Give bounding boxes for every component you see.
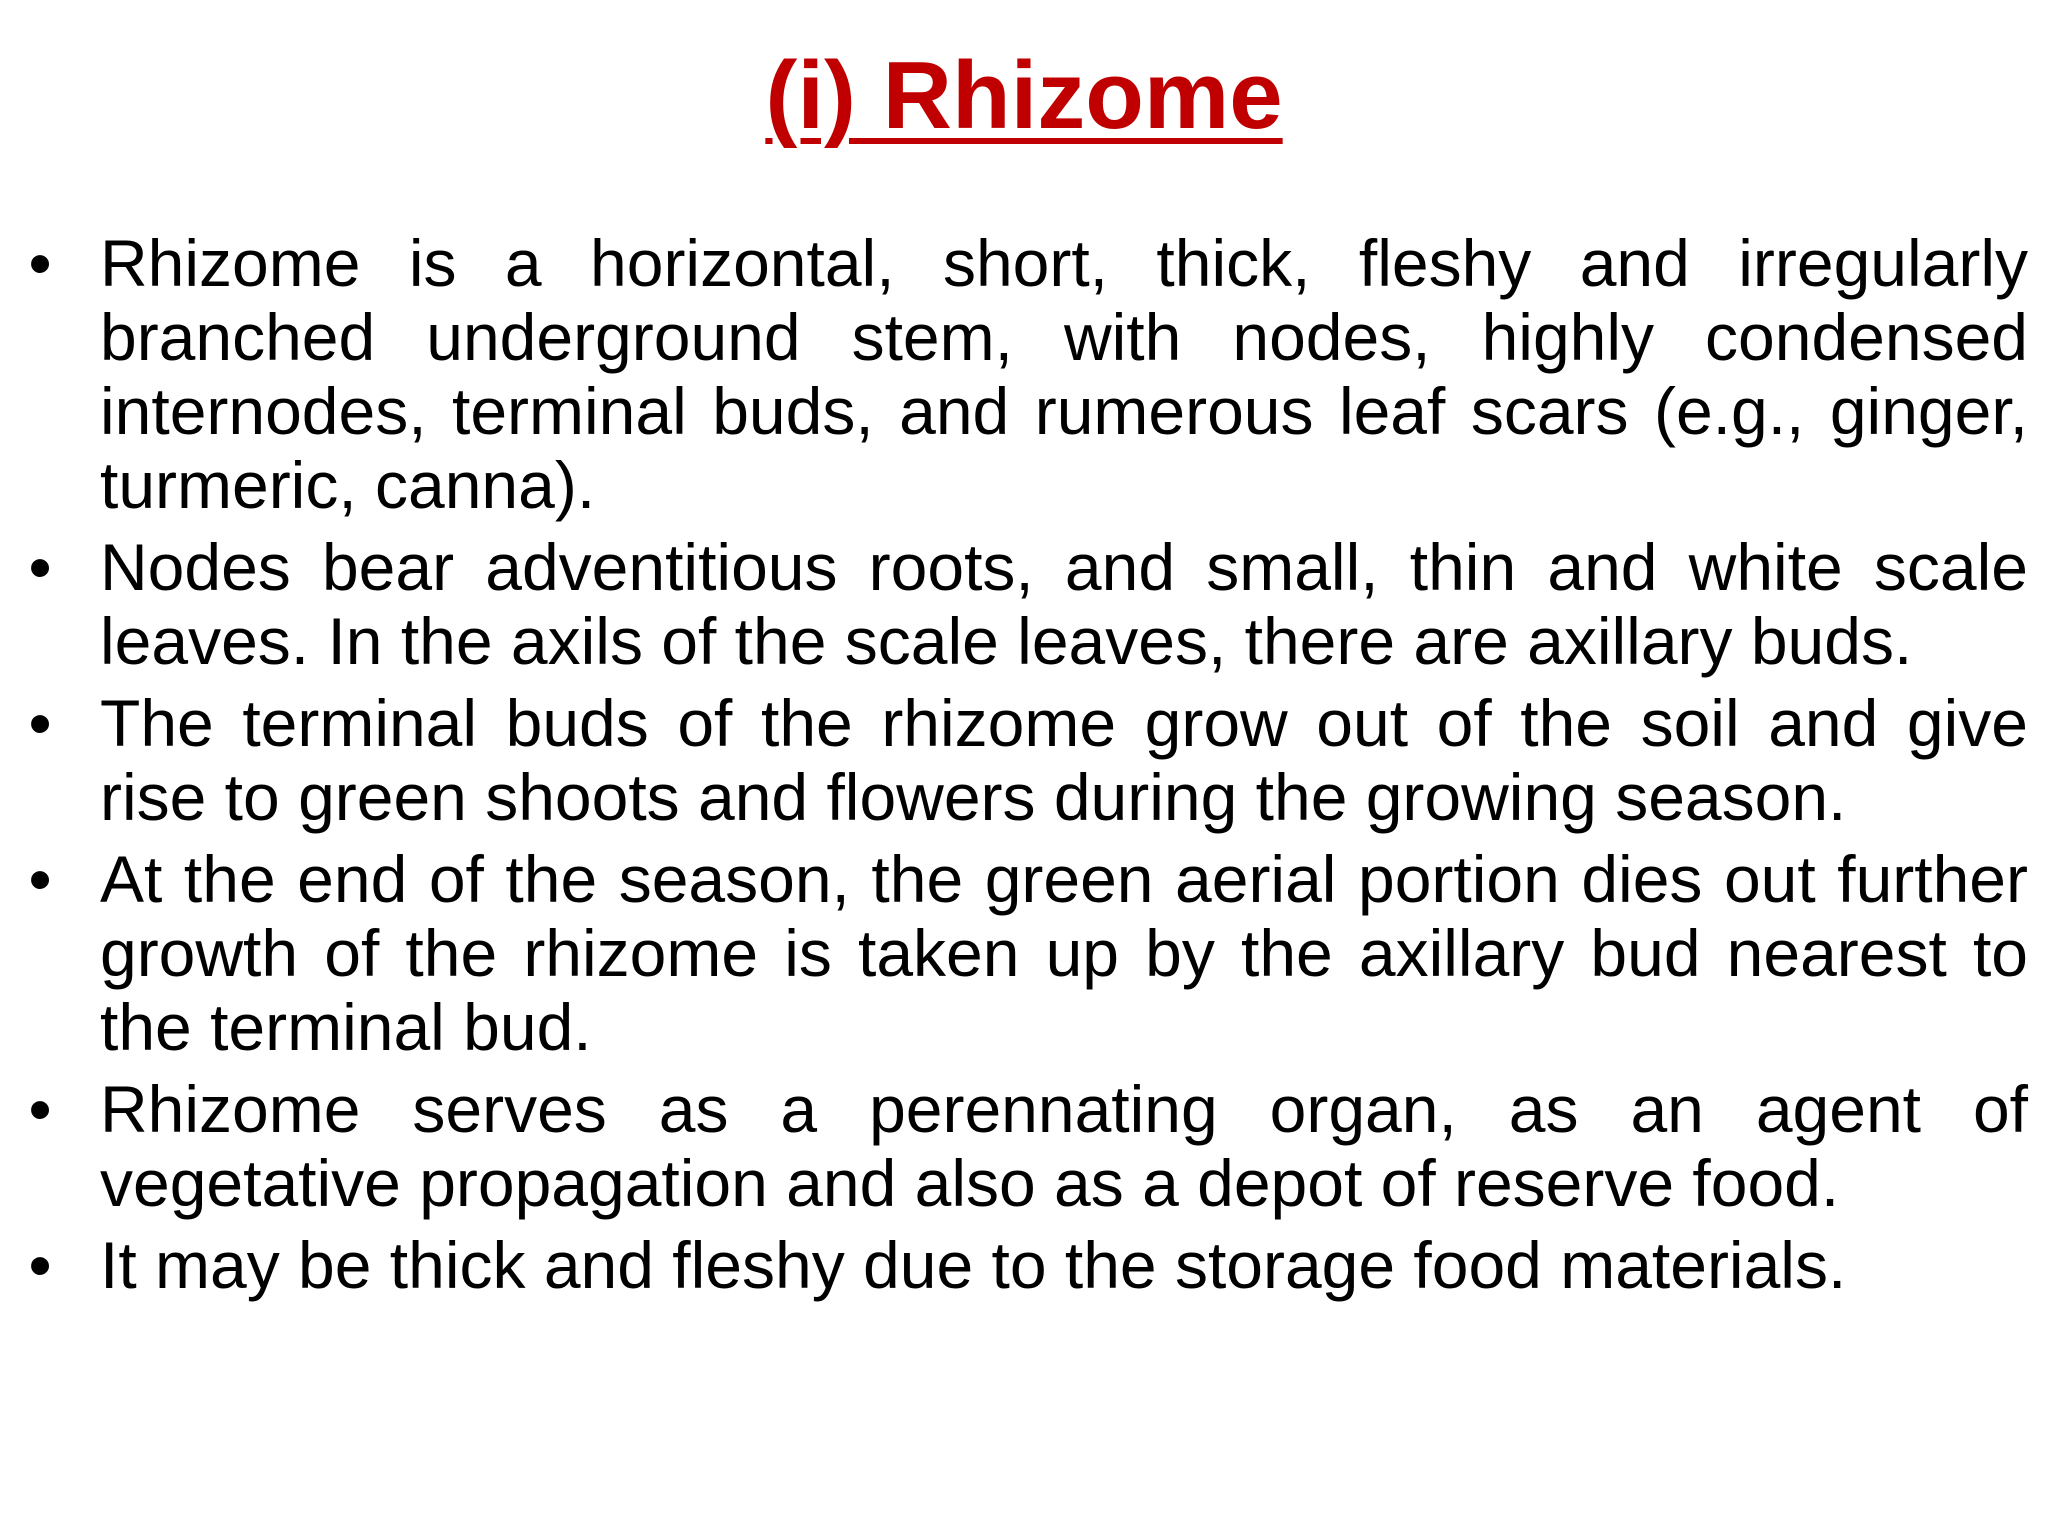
bullet-list — [20, 226, 2028, 1310]
bullet-icon: • — [28, 686, 52, 760]
bullet-text: Rhizome serves as a perennating organ, as an agent of vegetative propagation and also as a depot of reserve food. — [100, 1072, 2028, 1220]
bullet-text: Nodes bear adventitious roots, and small, thin and white scale leaves. In the axils of the scale leaves, there are axillary buds. — [100, 530, 2028, 678]
bullet-icon: • — [28, 226, 52, 300]
bullet-text: It may be thick and fleshy due to the storage food materials. — [100, 1228, 1847, 1302]
slide-title: (i) Rhizome — [765, 42, 1283, 149]
bullet-item-5 — [20, 1072, 2028, 1220]
bullet-icon: • — [28, 842, 52, 916]
bullet-item-1 — [20, 226, 2028, 522]
bullet-icon: • — [28, 1228, 52, 1302]
bullet-text: Rhizome is a horizontal, short, thick, fleshy and irregularly branched underground stem, with nodes, highly condensed internodes, terminal buds, and rumerous leaf scars (e.g., ginger, turmeric, canna). — [100, 226, 2028, 522]
bullet-item-4 — [20, 842, 2028, 1064]
bullet-item-3 — [20, 686, 2028, 834]
bullet-icon: • — [28, 530, 52, 604]
bullet-text: The terminal buds of the rhizome grow out of the soil and give rise to green shoots and flowers during the growing season. — [100, 686, 2028, 834]
bullet-item-6 — [20, 1228, 2028, 1302]
bullet-text: At the end of the season, the green aerial portion dies out further growth of the rhizome is taken up by the axillary bud nearest to the terminal bud. — [100, 842, 2028, 1064]
bullet-icon: • — [28, 1072, 52, 1146]
bullet-item-2 — [20, 530, 2028, 678]
